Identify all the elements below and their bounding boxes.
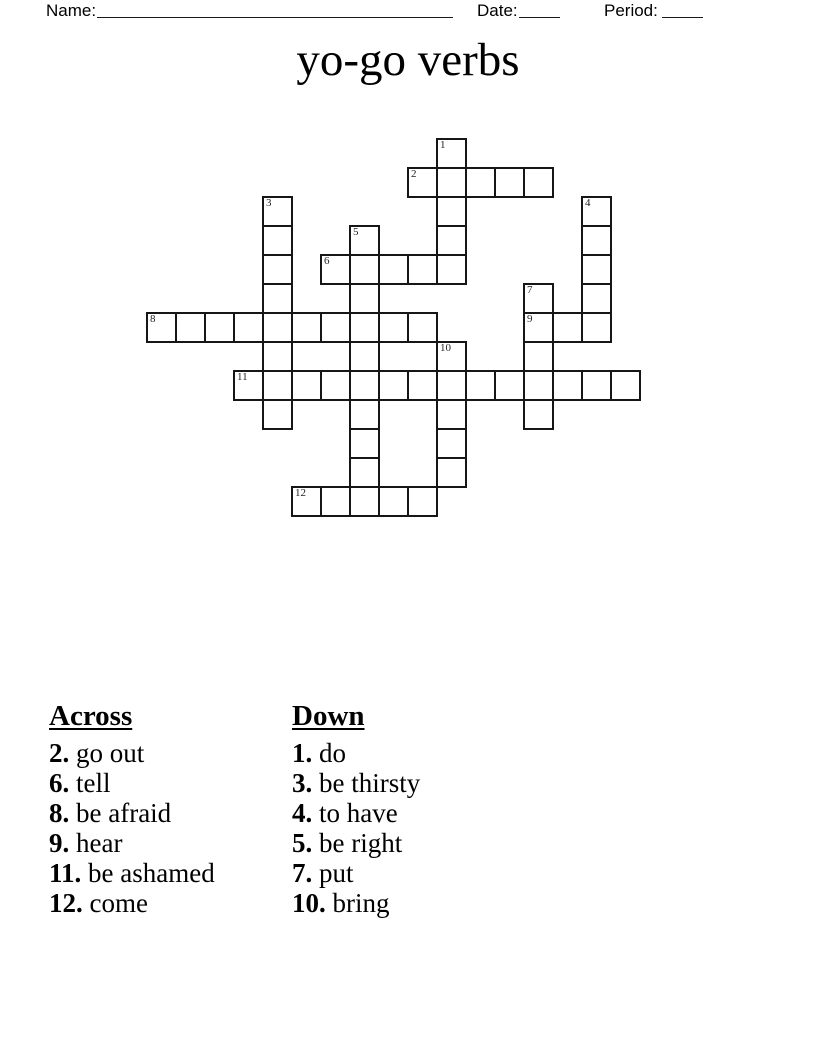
across-heading: Across xyxy=(49,700,133,732)
grid-cell[interactable] xyxy=(436,399,467,430)
grid-cell[interactable] xyxy=(262,341,293,372)
clue-text: be thirsty xyxy=(312,768,421,798)
grid-cell[interactable] xyxy=(581,254,612,285)
grid-cell[interactable] xyxy=(436,225,467,256)
clue-text: do xyxy=(312,738,346,768)
clue-number: 4. xyxy=(292,798,313,828)
clue-text: hear xyxy=(69,828,123,858)
clue-number: 3. xyxy=(292,768,313,798)
clue-number: 10. xyxy=(292,888,326,918)
grid-cell[interactable] xyxy=(320,370,351,401)
clue-text: bring xyxy=(325,888,390,918)
clue-across-9 xyxy=(49,828,215,858)
name-label: Name: xyxy=(46,1,97,20)
clue-text: be right xyxy=(312,828,403,858)
grid-cell[interactable] xyxy=(175,312,206,343)
grid-cell[interactable] xyxy=(494,167,525,198)
grid-cell[interactable] xyxy=(436,370,467,401)
cell-number: 11 xyxy=(237,371,248,383)
cell-number: 6 xyxy=(324,255,330,267)
grid-cell[interactable] xyxy=(581,196,612,227)
down-clues-section xyxy=(292,700,420,918)
crossword-grid xyxy=(146,138,641,517)
clue-text: tell xyxy=(69,768,111,798)
cell-number: 4 xyxy=(585,197,591,209)
clue-across-2 xyxy=(49,738,215,768)
grid-cell[interactable] xyxy=(262,312,293,343)
grid-cell[interactable] xyxy=(407,254,438,285)
grid-cell[interactable] xyxy=(349,254,380,285)
clue-number: 2. xyxy=(49,738,70,768)
cell-number: 9 xyxy=(527,313,533,325)
grid-cell[interactable] xyxy=(407,486,438,517)
grid-cell[interactable] xyxy=(581,370,612,401)
grid-cell[interactable] xyxy=(552,312,583,343)
clue-text: put xyxy=(312,858,354,888)
clue-down-4 xyxy=(292,798,420,828)
clue-text: come xyxy=(82,888,148,918)
clue-text: be afraid xyxy=(69,798,172,828)
clue-number: 9. xyxy=(49,828,70,858)
down-heading: Down xyxy=(292,700,365,732)
date-fill-line[interactable] xyxy=(519,2,560,18)
grid-cell[interactable] xyxy=(407,312,438,343)
clue-down-5 xyxy=(292,828,420,858)
grid-cell[interactable] xyxy=(436,138,467,169)
grid-cell[interactable] xyxy=(262,196,293,227)
clue-number: 5. xyxy=(292,828,313,858)
clue-number: 8. xyxy=(49,798,70,828)
period-label: Period: xyxy=(604,1,658,20)
grid-cell[interactable] xyxy=(581,283,612,314)
cell-number: 8 xyxy=(150,313,156,325)
grid-cell[interactable] xyxy=(233,370,264,401)
grid-cell[interactable] xyxy=(378,486,409,517)
clue-text: to have xyxy=(312,798,398,828)
grid-cell[interactable] xyxy=(262,254,293,285)
grid-cell[interactable] xyxy=(378,254,409,285)
grid-cell[interactable] xyxy=(320,486,351,517)
clue-number: 7. xyxy=(292,858,313,888)
across-clues-section xyxy=(49,700,215,918)
clue-number: 11. xyxy=(49,858,82,888)
clue-across-6 xyxy=(49,768,215,798)
clue-number: 1. xyxy=(292,738,313,768)
grid-cell[interactable] xyxy=(349,225,380,256)
period-fill-line[interactable] xyxy=(662,2,703,18)
clue-across-8 xyxy=(49,798,215,828)
clue-down-10 xyxy=(292,888,420,918)
grid-cell[interactable] xyxy=(436,428,467,459)
clue-number: 6. xyxy=(49,768,70,798)
grid-cell[interactable] xyxy=(349,370,380,401)
clue-across-11 xyxy=(49,858,215,888)
grid-cell[interactable] xyxy=(552,370,583,401)
clue-text: be ashamed xyxy=(81,858,215,888)
grid-cell[interactable] xyxy=(523,312,554,343)
grid-cell[interactable] xyxy=(523,399,554,430)
grid-cell[interactable] xyxy=(262,283,293,314)
across-clue-list xyxy=(49,738,215,918)
grid-cell[interactable] xyxy=(262,225,293,256)
cell-number: 5 xyxy=(353,226,359,238)
grid-cell[interactable] xyxy=(436,167,467,198)
grid-cell[interactable] xyxy=(523,341,554,372)
name-fill-line[interactable] xyxy=(97,2,453,18)
grid-cell[interactable] xyxy=(436,254,467,285)
grid-cell[interactable] xyxy=(349,341,380,372)
grid-cell[interactable] xyxy=(523,167,554,198)
grid-cell[interactable] xyxy=(378,370,409,401)
cell-number: 1 xyxy=(440,139,446,151)
grid-cell[interactable] xyxy=(523,370,554,401)
grid-cell[interactable] xyxy=(378,312,409,343)
grid-cell[interactable] xyxy=(436,196,467,227)
grid-cell[interactable] xyxy=(407,167,438,198)
cell-number: 2 xyxy=(411,168,417,180)
clue-number: 12. xyxy=(49,888,83,918)
grid-cell[interactable] xyxy=(349,428,380,459)
grid-cell[interactable] xyxy=(349,312,380,343)
grid-cell[interactable] xyxy=(262,399,293,430)
grid-cell[interactable] xyxy=(291,486,322,517)
grid-cell[interactable] xyxy=(349,399,380,430)
clue-text: go out xyxy=(69,738,145,768)
grid-cell[interactable] xyxy=(291,370,322,401)
grid-cell[interactable] xyxy=(494,370,525,401)
clue-down-7 xyxy=(292,858,420,888)
grid-cell[interactable] xyxy=(233,312,264,343)
grid-cell[interactable] xyxy=(581,225,612,256)
grid-cell[interactable] xyxy=(349,457,380,488)
grid-cell[interactable] xyxy=(291,312,322,343)
grid-cell[interactable] xyxy=(146,312,177,343)
grid-cell[interactable] xyxy=(349,283,380,314)
grid-cell[interactable] xyxy=(465,167,496,198)
cell-number: 10 xyxy=(440,342,451,354)
grid-cell[interactable] xyxy=(581,312,612,343)
cell-number: 12 xyxy=(295,487,306,499)
clue-across-12 xyxy=(49,888,215,918)
cell-number: 3 xyxy=(266,197,272,209)
date-label: Date: xyxy=(477,1,518,20)
grid-cell[interactable] xyxy=(465,370,496,401)
grid-cell[interactable] xyxy=(407,370,438,401)
grid-cell[interactable] xyxy=(523,283,554,314)
clue-down-1 xyxy=(292,738,420,768)
grid-cell[interactable] xyxy=(262,370,293,401)
down-clue-list xyxy=(292,738,420,918)
grid-cell[interactable] xyxy=(204,312,235,343)
grid-cell[interactable] xyxy=(320,254,351,285)
clue-down-3 xyxy=(292,768,420,798)
grid-cell[interactable] xyxy=(610,370,641,401)
grid-cell[interactable] xyxy=(436,341,467,372)
grid-cell[interactable] xyxy=(320,312,351,343)
page-title: yo-go verbs xyxy=(296,34,520,86)
cell-number: 7 xyxy=(527,284,533,296)
grid-cell[interactable] xyxy=(436,457,467,488)
grid-cell[interactable] xyxy=(349,486,380,517)
